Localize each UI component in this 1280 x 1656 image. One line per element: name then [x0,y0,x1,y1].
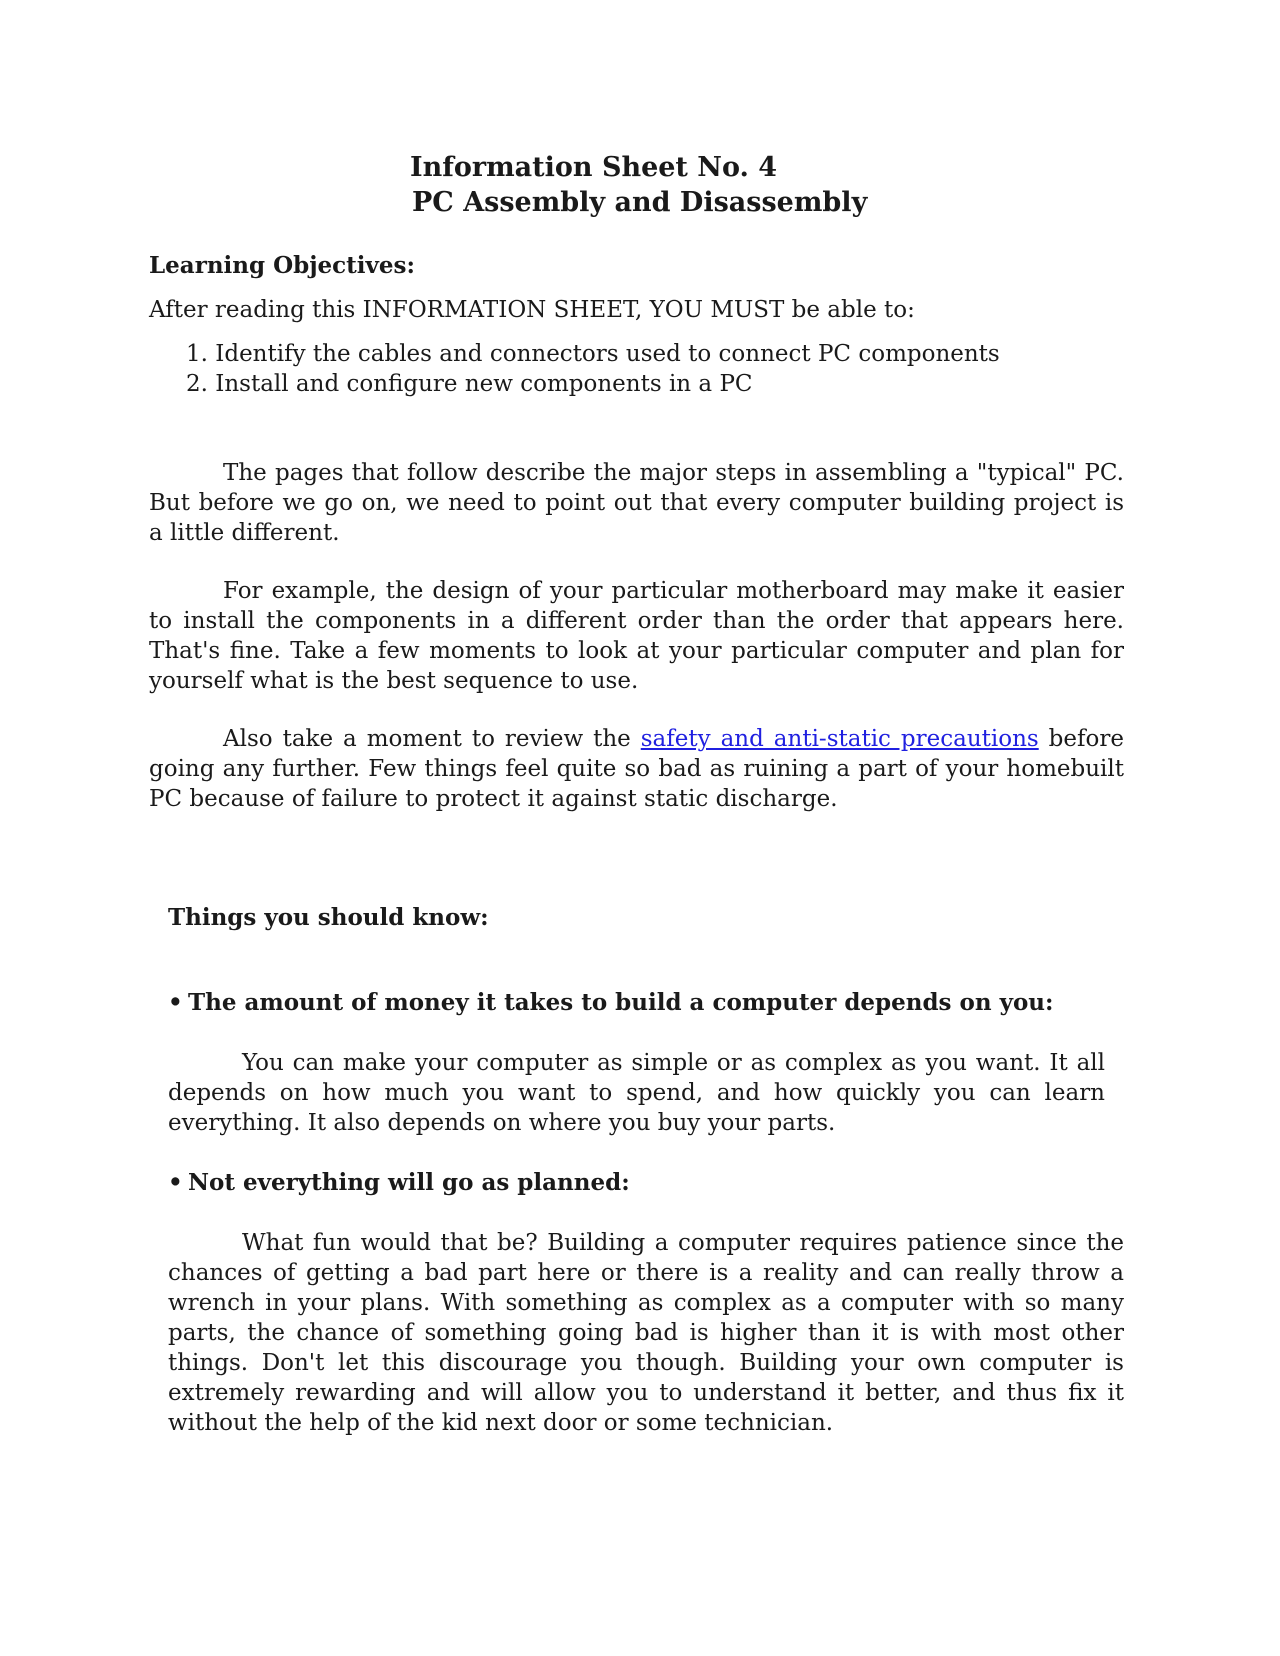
things-heading: Things you should know: [168,904,489,931]
safety-precautions-link[interactable]: safety and anti-static precautions [640,726,1039,752]
bullet-money-title: The amount of money it takes to build a computer depends on you: [188,989,1054,1016]
page-title [410,150,930,220]
objective-item-1: 1. Identify the cables and connectors used to connect PC components [186,341,1000,367]
paragraph-example: For example, the design of your particular motherboard may make it easier to install the components in a different order than the order that appears here. That's fine. Take a few moments to look at your particular computer and plan for yourself what is the best sequence to use. [149,578,1124,694]
bullet-planned-title: Not everything will go as planned: [188,1169,630,1196]
objectives-intro: After reading this INFORMATION SHEET, YOU MUST be able to: [149,297,915,323]
learning-objectives-heading: Learning Objectives: [149,252,415,279]
title-line-1: Information Sheet No. 4 [410,152,778,183]
precautions-text-after: before going any further. Few things feel quite so bad as ruining a part of your homebuilt PC because of failure to protect it against static discharge. [149,726,1124,812]
objectives-list [186,339,1000,399]
bullet-planned-text: What fun would that be? Building a computer requires patience since the chances of getting a bad part here or there is a reality and can really throw a wrench in your plans. With something as complex as a computer with so many parts, the chance of something going bad is higher than it is with most other things. Don't let this discourage you though. Building your own computer is extremely rewarding and will allow you to understand it better, and thus fix it without the help of the kid next door or some technician. [168,1230,1124,1436]
title-line-2: PC Assembly and Disassembly [412,187,868,218]
bullet-money-heading [168,988,1054,1018]
paragraph-intro: The pages that follow describe the major steps in assembling a "typical" PC. But before we go on, we need to point out that every computer building project is a little different. [149,460,1124,546]
bullet-planned-heading [168,1168,630,1198]
precautions-text-before: Also take a moment to review the [223,726,641,752]
bullet-money-text: You can make your computer as simple or as complex as you want. It all depends on how much you want to spend, and how quickly you can learn everything. It also depends on where you buy your parts. [168,1050,1105,1136]
paragraph-precautions [149,724,1124,814]
objective-item-2: 2. Install and configure new components in a PC [186,371,753,397]
bullet-glyph: • [168,1169,183,1196]
bullet-glyph: • [168,989,183,1016]
